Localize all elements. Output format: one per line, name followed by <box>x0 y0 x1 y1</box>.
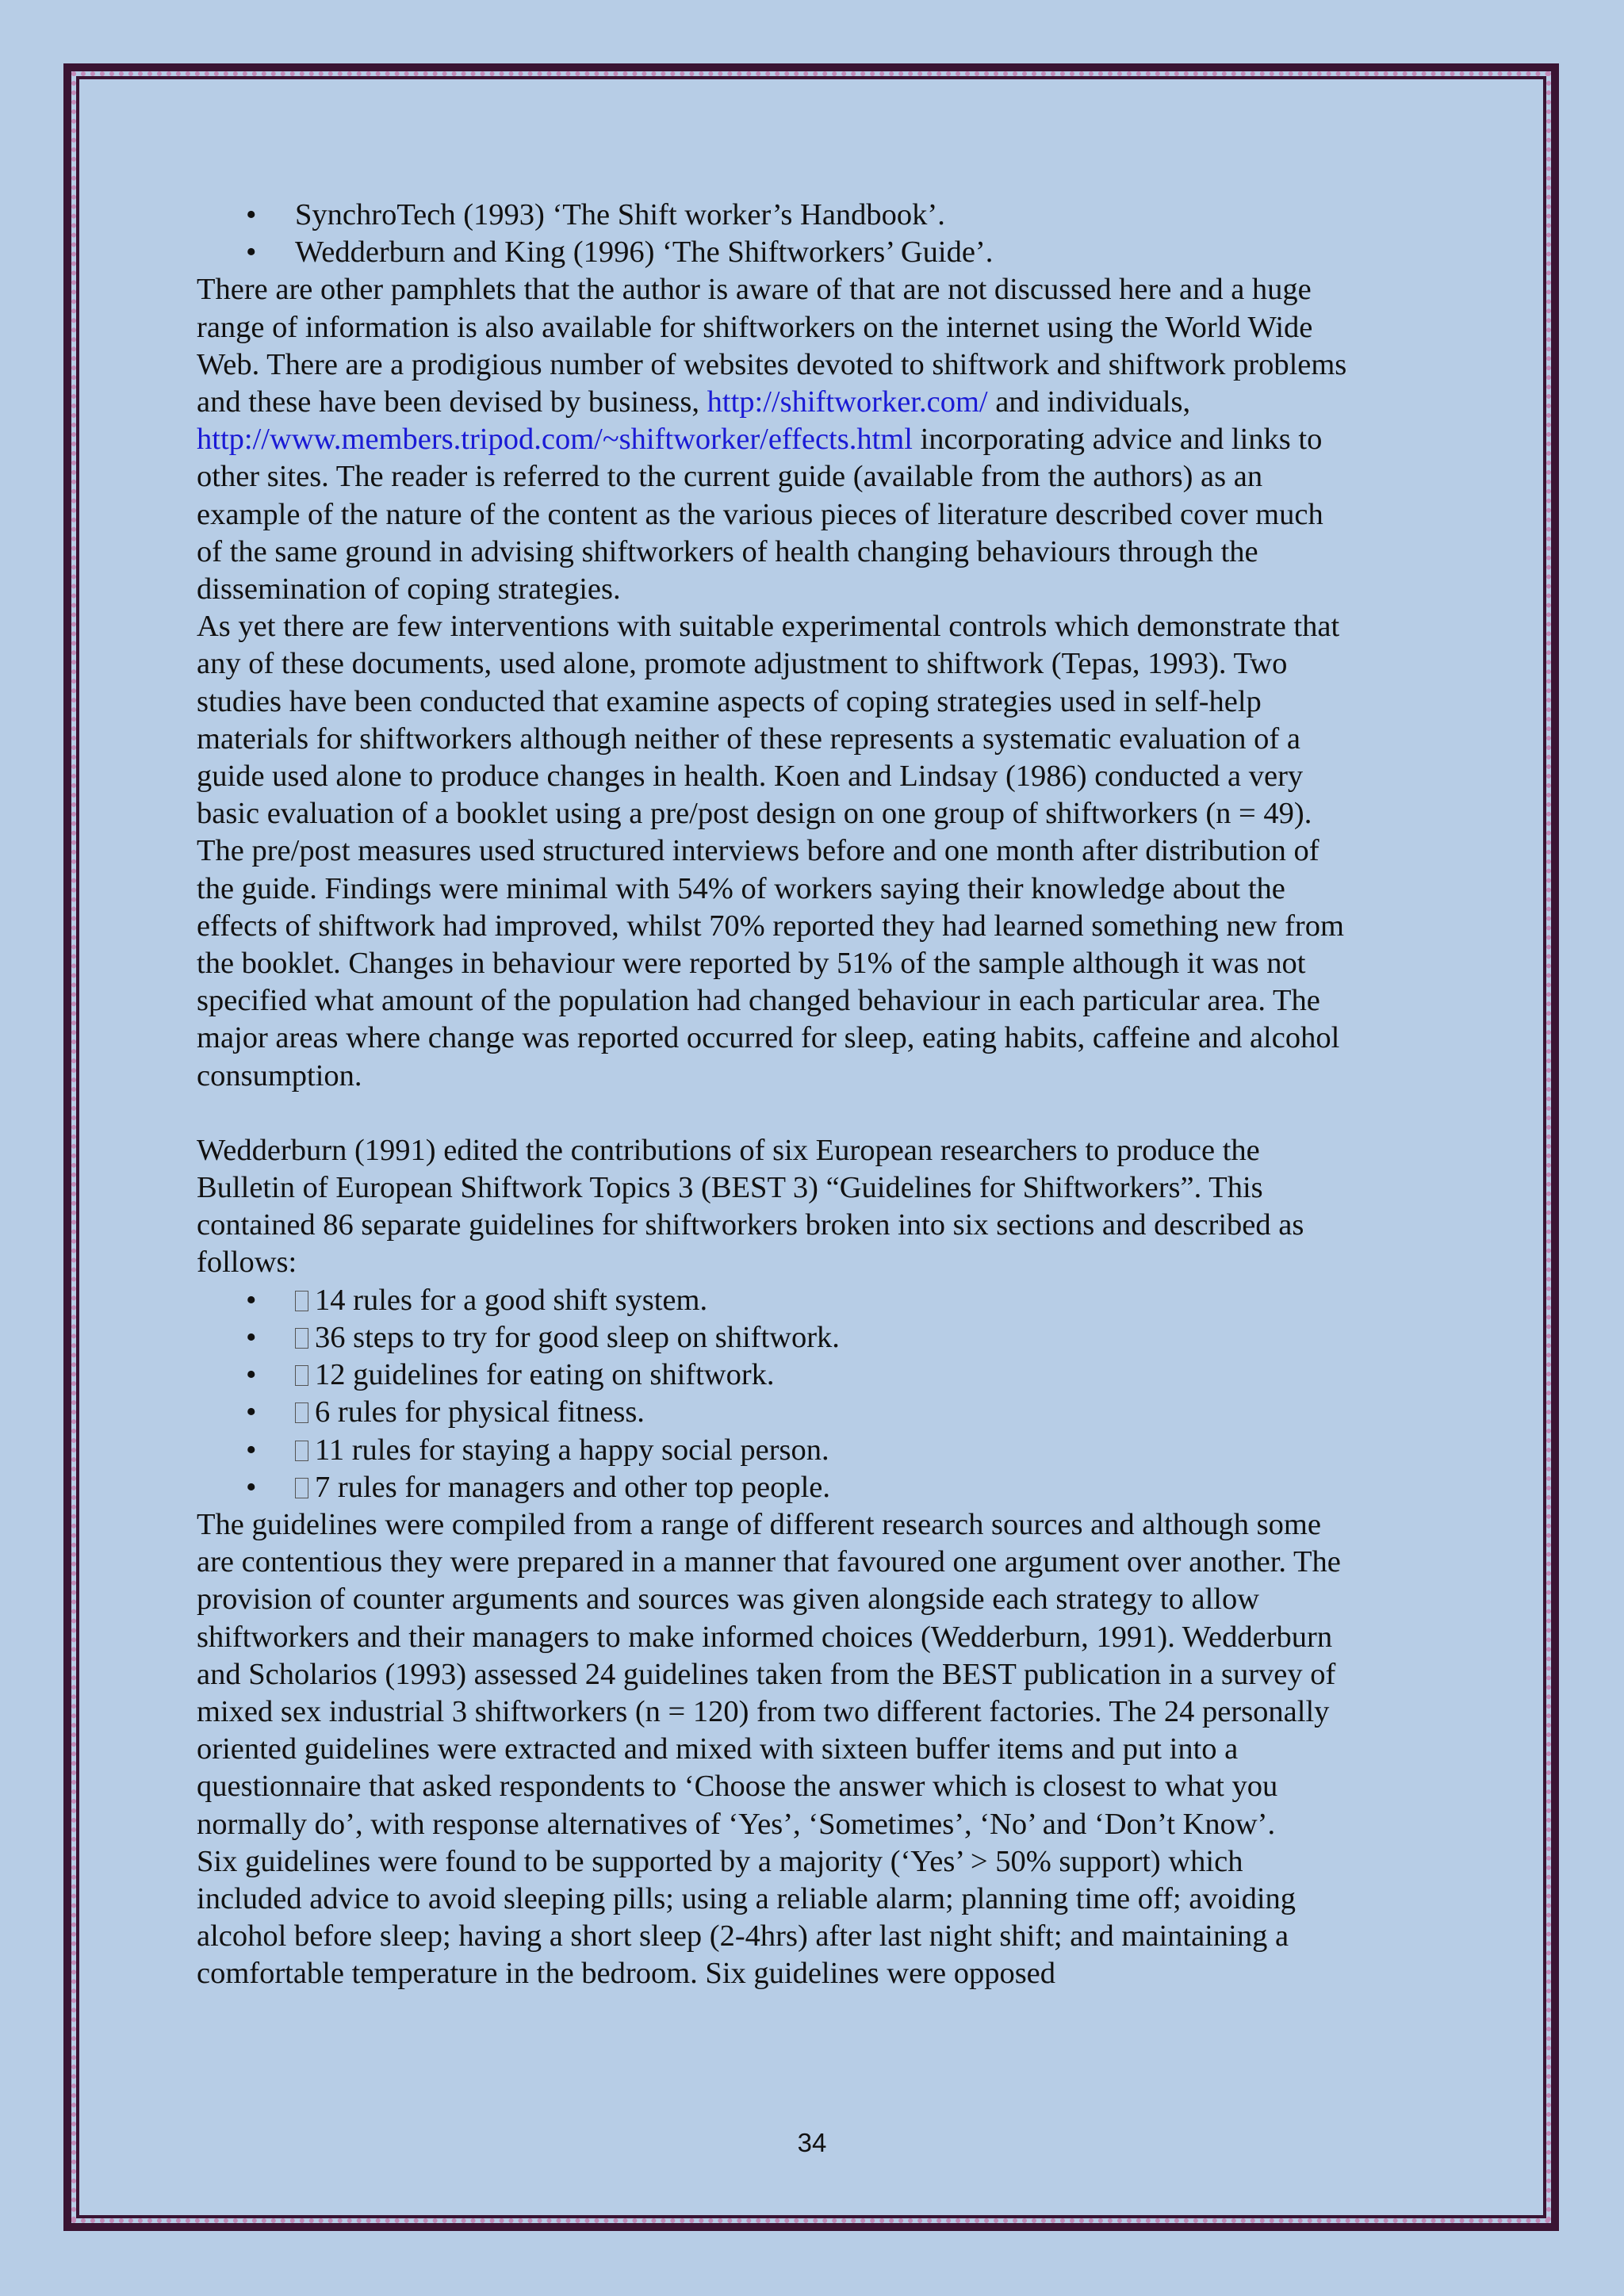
list-item: • Wedderburn and King (1996) ‘The Shiftworkers’ Guide’. <box>197 234 1354 271</box>
missing-glyph-icon <box>295 1365 308 1386</box>
shiftworker-link[interactable]: http://shiftworker.com/ <box>707 385 988 419</box>
missing-glyph-icon <box>295 1478 308 1498</box>
list-item: • SynchroTech (1993) ‘The Shift worker’s Handbook’. <box>197 197 1354 234</box>
missing-glyph-icon <box>295 1291 308 1311</box>
page-number: 34 <box>797 2128 827 2157</box>
list-item <box>197 1282 1354 1319</box>
paragraph-spacer <box>197 1095 1354 1132</box>
list-item <box>197 1432 1354 1469</box>
list-item-text: 11 rules for staying a happy social person. <box>315 1433 829 1467</box>
paragraph-interventions: As yet there are few interventions with suitable experimental controls which demonstrate that any of these documents, used alone, promote adjustment to shiftwork (Tepas, 1993). Two studies have been conducted that examine aspects of coping strategies used in self-help materials for shiftworkers although neither of these represents a systematic evaluation of a guide used alone to produce changes in health. Koen and Lindsay (1986) conducted a very basic evaluation of a booklet using a pre/post design on one group of shiftworkers (n = 49). The pre/post measures used structured interviews before and one month after distribution of the guide. Findings were minimal with 54% of workers saying their knowledge about the effects of shiftwork had improved, whilst 70% reported they had learned something new from the booklet. Changes in behaviour were reported by 51% of the sample although it was not specified what amount of the population had changed behaviour in each particular area. The major areas where change was reported occurred for sleep, eating habits, caffeine and alcohol consumption. <box>197 610 1344 1093</box>
list-item-text: 6 rules for physical fitness. <box>315 1395 645 1429</box>
references-list <box>197 197 1354 271</box>
paragraph-six-guidelines: Six guidelines were found to be supported by a majority (‘Yes’ > 50% support) which included advice to avoid sleeping pills; using a reliable alarm; planning time off; avoiding alcohol before sleep; having a short sleep (2-4hrs) after last night shift; and maintaining a comfortable temperature in the bedroom. Six guidelines were opposed <box>197 1844 1297 1991</box>
missing-glyph-icon <box>295 1441 308 1461</box>
paragraph-text: and individuals, <box>987 385 1191 419</box>
document-body <box>197 197 1354 1993</box>
paragraph-guidelines-compiled: The guidelines were compiled from a range of different research sources and although some are contentious they were prepared in a manner that favoured one argument over another. The provision of counter arguments and sources was given alongside each strategy to allow shiftworkers and their managers to make informed choices (Wedderburn, 1991). Wedderburn and Scholarios (1993) assessed 24 guidelines taken from the BEST publication in a survey of mixed sex industrial 3 shiftworkers (n = 120) from two different factories. The 24 personally oriented guidelines were extracted and mixed with sixteen buffer items and put into a questionnaire that asked respondents to ‘Choose the answer which is closest to what you normally do’, with response alternatives of ‘Yes’, ‘Sometimes’, ‘No’ and ‘Don’t Know’. <box>197 1507 1341 1841</box>
list-item-text: 14 rules for a good shift system. <box>315 1283 708 1317</box>
list-item <box>197 1394 1354 1431</box>
tripod-link[interactable]: http://www.members.tripod.com/~shiftworker/effects.html <box>197 423 913 457</box>
paragraph-websites <box>197 271 1354 608</box>
list-item <box>197 1469 1354 1506</box>
missing-glyph-icon <box>295 1328 308 1349</box>
missing-glyph-icon <box>295 1402 308 1423</box>
list-item-text: 12 guidelines for eating on shiftwork. <box>315 1358 775 1392</box>
list-item <box>197 1319 1354 1357</box>
list-item-text: 36 steps to try for good sleep on shiftwork. <box>315 1320 840 1354</box>
paragraph-best3: Wedderburn (1991) edited the contributions of six European researchers to produce the Bulletin of European Shiftwork Topics 3 (BEST 3) “Guidelines for Shiftworkers”. This contained 86 separate guidelines for shiftworkers broken into six sections and described as follows: <box>197 1133 1304 1280</box>
list-item-text: 7 rules for managers and other top people. <box>315 1470 831 1504</box>
paragraph-text: incorporating advice and links to other sites. The reader is referred to the current guide (available from the authors) as an example of the nature of the content as the various pieces of literature described cover much of the same ground in advising shiftworkers of health changing behaviours through the dissemination of coping strategies. <box>197 423 1323 607</box>
paragraph-text: There are other pamphlets that the author is aware of that are not discussed here and a huge range of information is also available for shiftworkers on the internet using the World Wide Web. There are a prodigious number of websites devoted to shiftwork and shiftwork problems and these have been devised by business, <box>197 273 1347 419</box>
list-item <box>197 1357 1354 1394</box>
guidelines-list <box>197 1282 1354 1506</box>
